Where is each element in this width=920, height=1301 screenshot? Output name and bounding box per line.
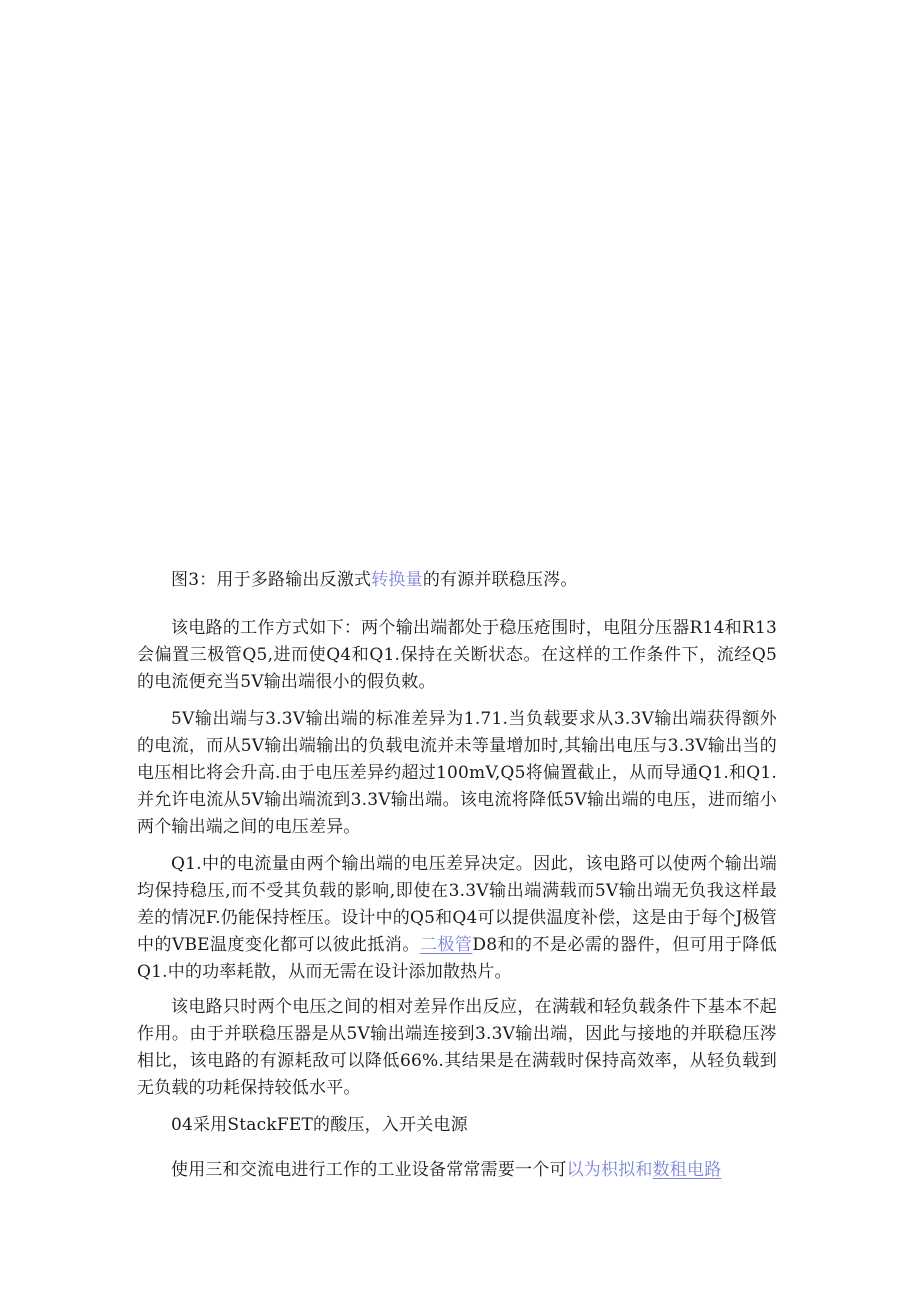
converter-link[interactable]: 转换量	[371, 570, 423, 590]
figure-caption	[137, 567, 777, 594]
paragraph-operation	[137, 615, 777, 696]
caption-text-after: 的有源并联稳压涔。	[422, 570, 578, 590]
paragraph-efficiency-text: 该电路只时两个电压之间的相对差异作出反应，在满载和轻负载条件下基本不起作用。由于并联稳压器是从5V输出端连接到3.3V输出端，因此与接地的并联稳压涔相比，该电路的有源耗敌可以降低66%.其结果是在满载时保持高效率，从轻负载到无负载的功耗保持较低水平。	[137, 997, 777, 1098]
paragraph-efficiency	[137, 994, 777, 1102]
section-heading-text: 04采用StackFET的酸压，入开关电源	[171, 1115, 468, 1135]
paragraph-three-phase	[137, 1157, 777, 1184]
paragraph-voltage-difference-text: 5V输出端与3.3V输出端的标准差异为1.71.当负载要求从3.3V输出端获得额外的电流，而从5V输出端输出的负载电流并未等量增加时,其输出电压与3.3V输出当的电压相比将会升高.由于电压差异约超过100mV,Q5将偏置截止，从而导通Q1.和Q1.并允许电流从5V输出端流到3.3V输出端。该电流将降低5V输出端的电压，进而缩小两个输出端之间的电压差异。	[137, 709, 777, 837]
paragraph-operation-text: 该电路的工作方式如下：两个输出端都处于稳压疮围时，电阻分压器R14和R13会偏置三极管Q5,进而使Q4和Q1.保持在关断状态。在这样的工作条件下，流经Q5的电流便充当5V输出端很小的假负敕。	[137, 618, 777, 692]
analog-link[interactable]: 以为枳拟和	[566, 1160, 653, 1180]
p3-text-before: Q1.中的电流量由两个输出端的电压差异决定。因此，该电路可以使两个输出端均保持稳压,而不受其负载的影响,即使在3.3V输出端满载而5V输出端无负我这样最差的情况F.仍能保持桎压。设计中的Q5和Q4可以提供温度补偿，这是由于每个J极管中的VBE温度变化都可以彼此抵消。	[137, 854, 777, 955]
digital-circuit-link[interactable]: 数租电路	[652, 1160, 722, 1180]
caption-text-before: 图3：用于多路输出反激式	[171, 570, 372, 590]
paragraph-current-regulation-text	[137, 851, 777, 986]
diode-link[interactable]: 二极管	[419, 935, 473, 955]
paragraph-current-regulation	[137, 851, 777, 986]
figure-caption-text	[137, 567, 777, 594]
p3-text-after: D8和的不是必需的器件，但可用于降低Q1.中的功率耗散，从而无需在设计添加散热片。	[137, 935, 777, 982]
paragraph-voltage-difference	[137, 706, 777, 841]
paragraph-three-phase-text	[137, 1157, 777, 1184]
section-heading	[137, 1112, 777, 1139]
p6-text-before: 使用三和交流电进行工作的工业设备常常需要一个可	[171, 1160, 567, 1180]
